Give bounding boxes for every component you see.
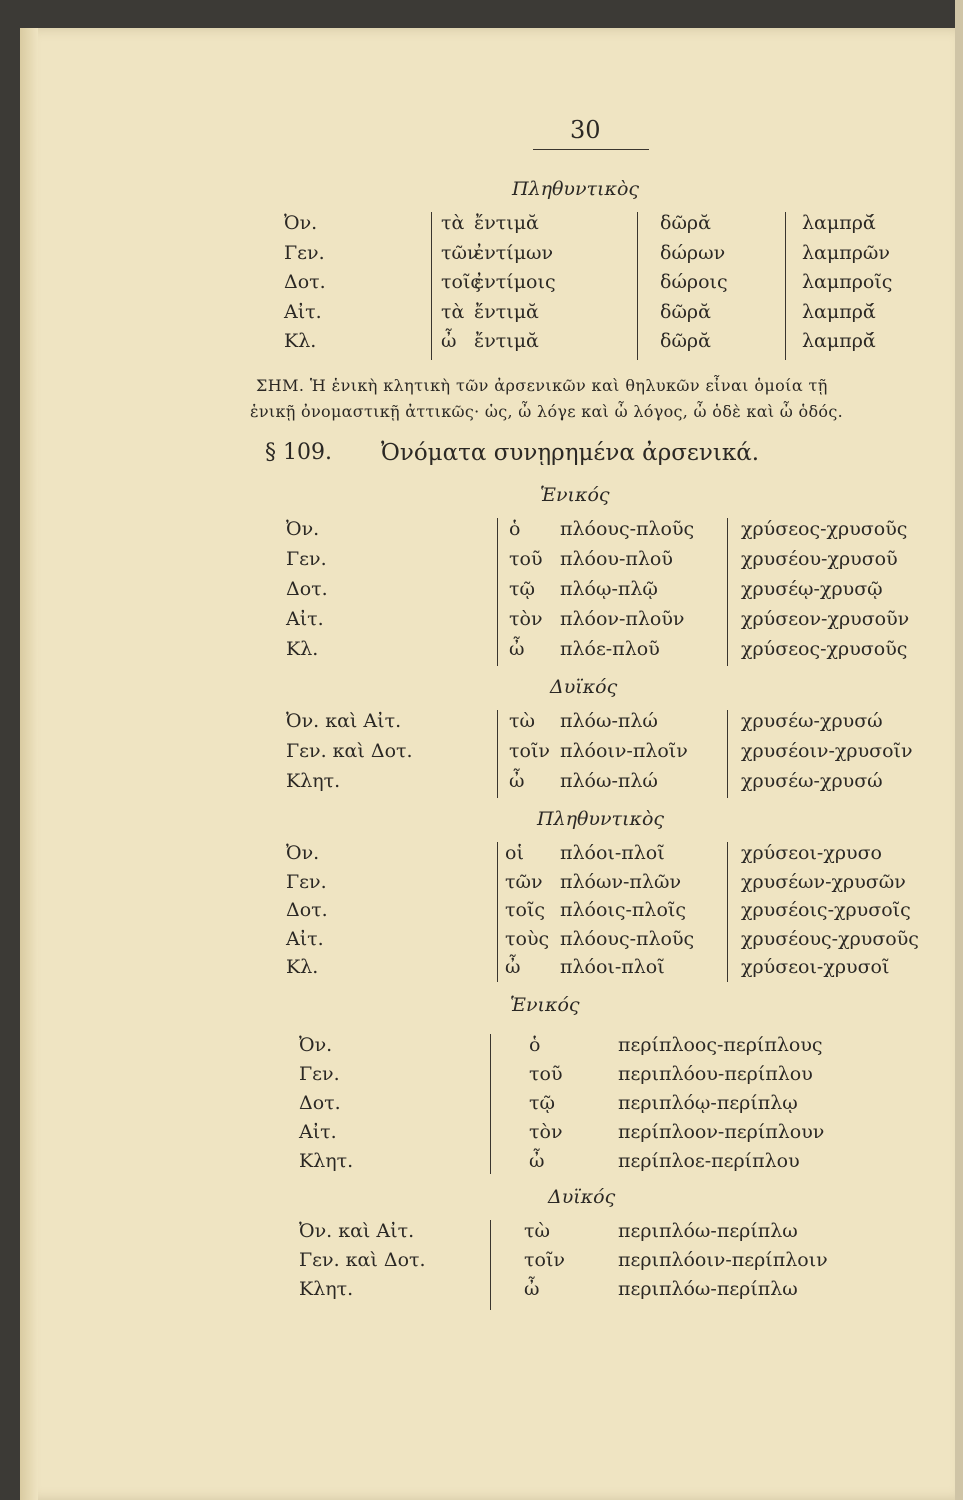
block3-row1-form-chrysous: χρυσέω-χρυσώ [741,710,883,732]
block4-row1-form-plous: πλόοι-πλοῖ [560,842,665,864]
block2-row1-form-plous: πλόους-πλοῦς [560,518,695,540]
block1-row4-form-entimos: ἔντιμᾰ [474,301,539,323]
block4-row5-form-chrysous: χρύσεοι-χρυσοῖ [741,956,890,978]
block5-row2-form-periplous: περιπλόου-περίπλου [618,1063,813,1085]
block5-row1-case-label: Ὀν. [299,1034,333,1056]
block3-row2-form-plous: πλόοιν-πλοῖν [560,740,688,762]
page-edge-shadow [20,28,38,1500]
block1-row4-article: τὰ [441,301,465,323]
block5-row3-case-label: Δοτ. [299,1092,341,1114]
block3-row3-case-label: Κλητ. [286,770,341,792]
block6-row1-form-periplous: περιπλόω-περίπλω [618,1220,798,1242]
block2-heading: Ἑνικός [540,484,610,506]
block3-row3-form-chrysous: χρυσέω-χρυσώ [741,770,883,792]
adjacent-page-strip [955,0,963,1500]
block3-row3-form-plous: πλόω-πλώ [560,770,658,792]
block1-row1-form-doron: δῶρᾰ [660,212,711,234]
block4-row1-article: οἱ [505,842,524,864]
block6-row1-case-label: Ὀν. καὶ Αἰτ. [299,1220,415,1242]
block3-row1-article: τὼ [509,710,536,732]
block5-row4-form-periplous: περίπλοον-περίπλουν [618,1121,825,1143]
block4-row2-form-chrysous: χρυσέων-χρυσῶν [741,871,906,893]
block4-row4-form-plous: πλόους-πλοῦς [560,928,695,950]
block5-row1-form-periplous: περίπλοος-περίπλους [618,1034,823,1056]
block4-row2-article: τῶν [505,871,543,893]
block4-row1-case-label: Ὀν. [286,842,320,864]
block5-row4-article: τὸν [529,1121,563,1143]
block2-row5-form-chrysous: χρύσεος-χρυσοῦς [741,638,908,660]
block5-row4-case-label: Αἰτ. [299,1121,337,1143]
block3-row3-article: ὦ [509,770,525,792]
block1-row4-case-label: Αἰτ. [284,301,322,323]
block3-divider-1 [497,710,498,798]
block1-row5-form-lampros: λαμπρᾰ́ [802,330,876,352]
block2-row5-article: ὦ [509,638,525,660]
block3-row1-form-plous: πλόω-πλώ [560,710,658,732]
block4-row4-form-chrysous: χρυσέους-χρυσοῦς [741,928,919,950]
block1-row2-form-entimos: ἐντίμων [474,242,554,264]
block3-row2-article: τοῖν [509,740,550,762]
block4-row4-article: τοὺς [505,928,550,950]
block2-row2-article: τοῦ [509,548,543,570]
block5-row5-article: ὦ [529,1150,545,1172]
block5-row3-article: τῷ [529,1092,556,1114]
block5-heading: Ἑνικός [510,994,580,1016]
block1-row3-article: τοῖς [441,271,482,293]
block2-row4-form-chrysous: χρύσεον-χρυσοῦν [741,608,910,630]
block3-row1-case-label: Ὀν. καὶ Αἰτ. [286,710,402,732]
block6-row3-form-periplous: περιπλόω-περίπλω [618,1278,798,1300]
block3-divider-2 [727,710,728,798]
block1-row5-case-label: Κλ. [284,330,317,352]
block1-row3-case-label: Δοτ. [284,271,326,293]
block3-row2-case-label: Γεν. καὶ Δοτ. [286,740,413,762]
block2-row2-form-plous: πλόου-πλοῦ [560,548,673,570]
block1-row1-form-lampros: λαμπρᾰ́ [802,212,876,234]
page-number-rule [533,149,649,150]
block4-row2-form-plous: πλόων-πλῶν [560,871,682,893]
block4-row1-form-chrysous: χρύσεοι-χρυσο [741,842,882,864]
block2-row2-form-chrysous: χρυσέου-χρυσοῦ [741,548,898,570]
block1-row2-form-lampros: λαμπρῶν [802,242,890,264]
block2-row4-case-label: Αἰτ. [286,608,324,630]
block1-row4-form-doron: δῶρᾰ [660,301,711,323]
block2-row1-case-label: Ὀν. [286,518,320,540]
block4-row3-article: τοῖς [505,899,546,921]
block1-row2-case-label: Γεν. [284,242,325,264]
block2-row5-form-plous: πλόε-πλοῦ [560,638,660,660]
block6-row3-article: ὦ [524,1278,540,1300]
block4-divider-1 [497,842,498,982]
block2-divider-1 [497,518,498,666]
section-number: § 109. [265,440,332,465]
block4-row5-form-plous: πλόοι-πλοῖ [560,956,665,978]
block1-row2-article: τῶν [441,242,479,264]
block5-row2-article: τοῦ [529,1063,563,1085]
block1-row3-form-lampros: λαμπροῖς [802,271,893,293]
block6-row2-form-periplous: περιπλόοιν-περίπλοιν [618,1249,828,1271]
block4-heading: Πληθυντικὸς [537,808,665,830]
block5-row2-case-label: Γεν. [299,1063,340,1085]
block4-row5-case-label: Κλ. [286,956,319,978]
block2-row2-case-label: Γεν. [286,548,327,570]
block6-row3-case-label: Κλητ. [299,1278,354,1300]
block2-row1-article: ὁ [509,518,521,540]
block4-row3-form-chrysous: χρυσέοις-χρυσοῖς [741,899,911,921]
block4-row5-article: ὦ [505,956,521,978]
block1-row2-form-doron: δώρων [660,242,726,264]
block1-heading: Πληθυντικὸς [512,178,640,200]
block5-row1-article: ὁ [529,1034,541,1056]
block2-row1-form-chrysous: χρύσεος-χρυσοῦς [741,518,908,540]
section-title: Ὀνόματα συνῃρημένα ἀρσενικά. [381,440,760,466]
block1-row5-article: ὦ [441,330,457,352]
block4-row3-case-label: Δοτ. [286,899,328,921]
block1-row3-form-doron: δώροις [660,271,728,293]
block2-row3-article: τῷ [509,578,536,600]
block2-divider-2 [727,518,728,666]
block4-divider-2 [727,842,728,982]
block2-row4-form-plous: πλόον-πλοῦν [560,608,685,630]
block1-divider-2 [637,212,638,360]
block2-row3-form-plous: πλόῳ-πλῷ [560,578,658,600]
block2-row3-case-label: Δοτ. [286,578,328,600]
block1-row3-form-entimos: ἐντίμοις [474,271,556,293]
block1-divider-3 [785,212,786,360]
note-line-1: ΣΗΜ. Ἡ ἑνικὴ κλητικὴ τῶν ἀρσενικῶν καὶ θηλυκῶν εἶναι ὁμοία τῇ [256,376,828,395]
block4-row4-case-label: Αἰτ. [286,928,324,950]
block2-row5-case-label: Κλ. [286,638,319,660]
block4-row2-case-label: Γεν. [286,871,327,893]
block3-row2-form-chrysous: χρυσέοιν-χρυσοῖν [741,740,913,762]
block5-row5-form-periplous: περίπλοε-περίπλου [618,1150,800,1172]
note-line-2: ἑνικῇ ὀνομαστικῇ ἀττικῶς· ὡς, ὦ λόγε καὶ ὦ λόγος, ὦ ὁδὲ καὶ ὦ ὁδός. [250,402,843,421]
block6-row1-article: τὼ [524,1220,551,1242]
block1-divider-1 [431,212,432,360]
block1-row4-form-lampros: λαμπρᾰ́ [802,301,876,323]
page-number: 30 [570,116,601,144]
block2-row3-form-chrysous: χρυσέῳ-χρυσῷ [741,578,883,600]
block1-row1-case-label: Ὀν. [284,212,318,234]
block6-divider-1 [490,1220,491,1310]
block4-row3-form-plous: πλόοις-πλοῖς [560,899,686,921]
block6-row2-article: τοῖν [524,1249,565,1271]
block3-heading: Δυϊκός [550,676,618,698]
block2-row4-article: τὸν [509,608,543,630]
block1-row1-form-entimos: ἔντιμᾰ [474,212,539,234]
block5-row5-case-label: Κλητ. [299,1150,354,1172]
block5-divider-1 [490,1034,491,1174]
block5-row3-form-periplous: περιπλόῳ-περίπλῳ [618,1092,798,1114]
block1-row5-form-entimos: ἔντιμᾰ [474,330,539,352]
block6-heading: Δυϊκός [548,1186,616,1208]
block6-row2-case-label: Γεν. καὶ Δοτ. [299,1249,426,1271]
block1-row1-article: τὰ [441,212,465,234]
block1-row5-form-doron: δῶρᾰ [660,330,711,352]
